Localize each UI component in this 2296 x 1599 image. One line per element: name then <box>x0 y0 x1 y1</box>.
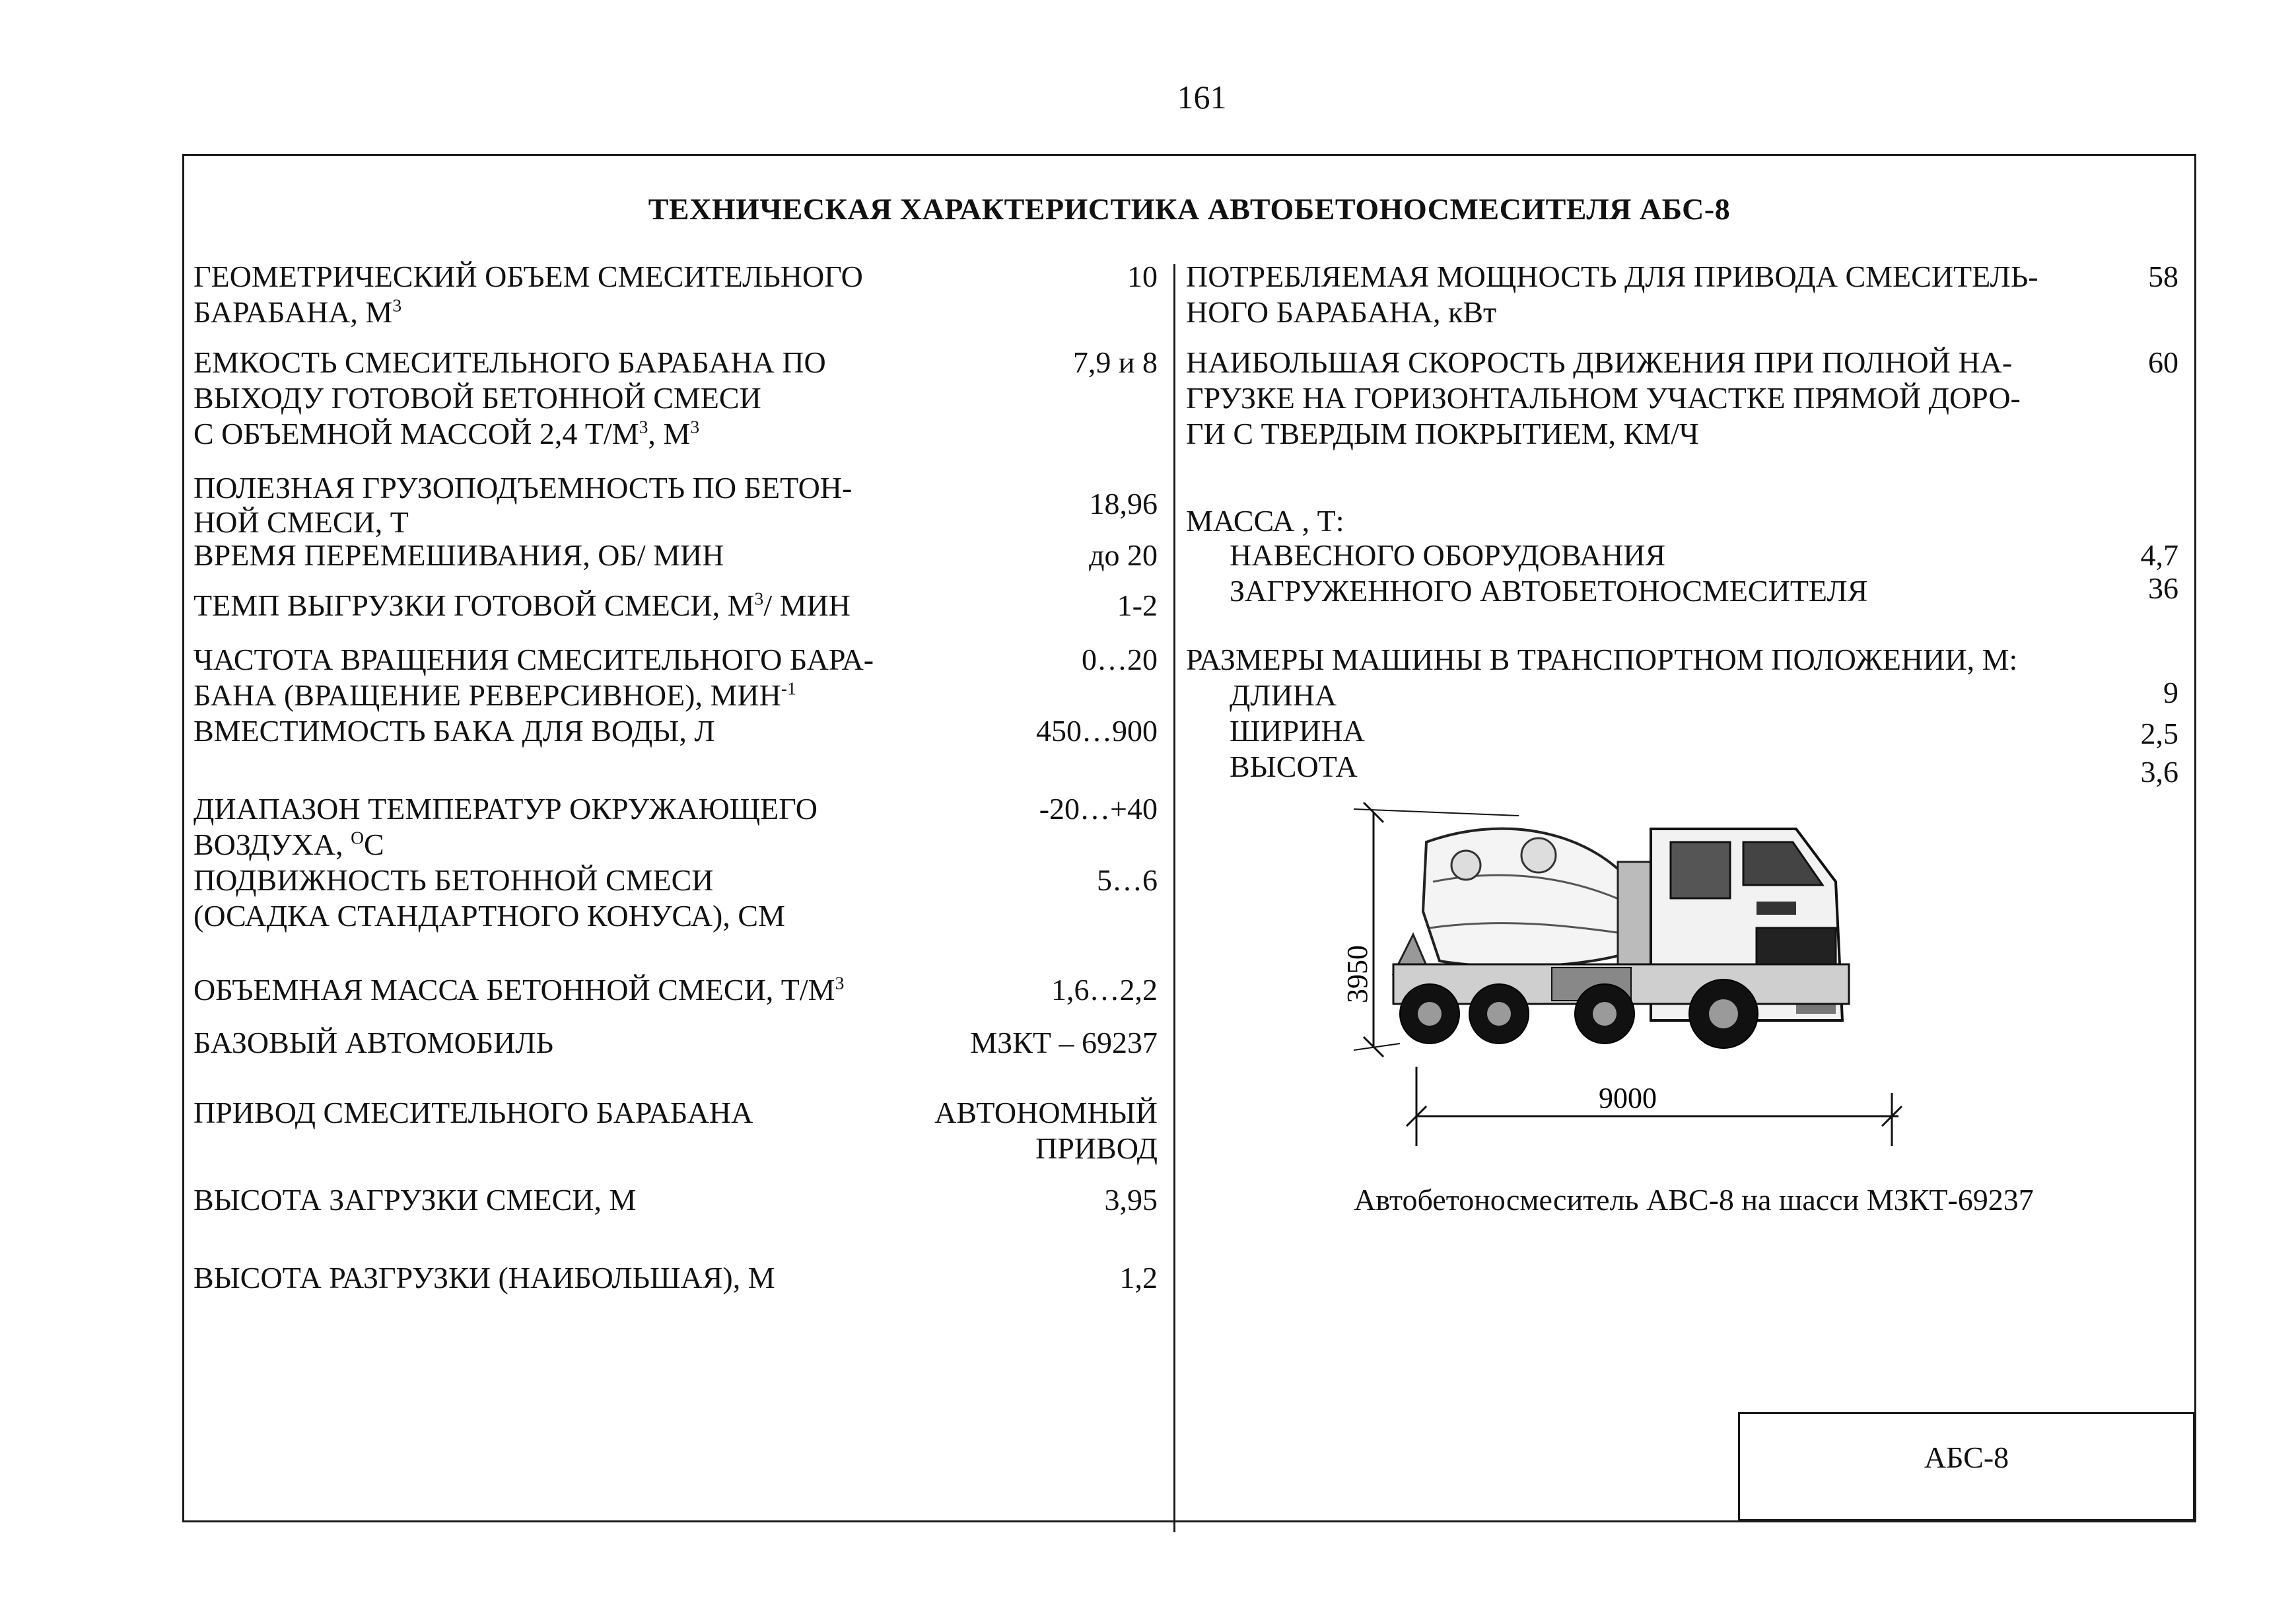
figure-caption: Автобетоносмеситель АВС-8 на шасси МЗКТ-69237 <box>1354 1183 2034 1217</box>
unload-height-value: 1,2 <box>1119 1261 1158 1295</box>
page-number: 161 <box>1177 79 1227 116</box>
power-value: 58 <box>2148 260 2178 293</box>
load-height-value: 3,95 <box>1104 1183 1158 1217</box>
water-tank-label: ВМЕСТИМОСТЬ БАКА ДЛЯ ВОДЫ, Л <box>193 714 715 748</box>
unload-height-label: ВЫСОТА РАЗГРУЗКИ (НАИБОЛЬШАЯ), М <box>193 1261 775 1295</box>
geom-volume-label-2: БАРАБАНА, $М^3$ <box>193 295 402 329</box>
density-value: 1,6…2,2 <box>1051 973 1158 1007</box>
truck-figure <box>1334 802 1928 1159</box>
dim-height-value: 3,6 <box>2140 755 2178 789</box>
temp-range-label-1: ДИАПАЗОН ТЕМПЕРАТУР ОКРУЖАЮЩЕГО <box>193 792 818 826</box>
rotation-label-1: ЧАСТОТА ВРАЩЕНИЯ СМЕСИТЕЛЬНОГО БАРА- <box>193 643 874 676</box>
capacity-label-3: С ОБЪЕМНОЙ МАССОЙ 2,4 $Т/М^3$, $М^3$ <box>193 416 700 450</box>
document-code: АБС-8 <box>1924 1440 2009 1474</box>
speed-label-3: ГИ С ТВЕРДЫМ ПОКРЫТИЕМ, КМ/Ч <box>1186 417 1699 450</box>
dim-width-label: ШИРИНА <box>1230 714 1365 748</box>
payload-label-1: ПОЛЕЗНАЯ ГРУЗОПОДЪЕМНОСТЬ ПО БЕТОН- <box>193 471 852 505</box>
drum-drive-value-1: АВТОНОМНЫЙ <box>934 1096 1158 1129</box>
mix-time-label: ВРЕМЯ ПЕРЕМЕШИВАНИЯ, ОБ/ МИН <box>193 538 724 572</box>
base-vehicle-value: МЗКТ – 69237 <box>970 1026 1158 1059</box>
mobility-value: 5…6 <box>1097 863 1158 897</box>
length-dimension-label: 9000 <box>1599 1082 1657 1114</box>
drum-drive-value-2: ПРИВОД <box>1035 1131 1158 1165</box>
payload-label-2: НОЙ СМЕСИ, Т <box>193 505 409 539</box>
base-vehicle-label: БАЗОВЫЙ АВТОМОБИЛЬ <box>193 1026 554 1059</box>
mix-time-value: до 20 <box>1089 538 1158 572</box>
column-divider <box>1173 264 1175 1532</box>
height-dimension-label: 3950 <box>1341 945 1374 1003</box>
speed-label-1: НАИБОЛЬШАЯ СКОРОСТЬ ДВИЖЕНИЯ ПРИ ПОЛНОЙ НА- <box>1186 345 2013 379</box>
temp-range-value: -20…+40 <box>1039 792 1158 826</box>
rotation-value: 0…20 <box>1082 643 1158 676</box>
power-label-2: НОГО БАРАБАНА, кВт <box>1186 295 1497 329</box>
unload-rate-label: ТЕМП ВЫГРУЗКИ ГОТОВОЙ СМЕСИ, $М^3/$ МИН <box>193 588 851 622</box>
capacity-value: 7,9 и 8 <box>1072 345 1158 379</box>
payload-value: 18,96 <box>1089 487 1158 520</box>
drum-drive-label: ПРИВОД СМЕСИТЕЛЬНОГО БАРАБАНА <box>193 1096 753 1129</box>
mobility-label-2: (ОСАДКА СТАНДАРТНОГО КОНУСА), СМ <box>193 899 785 933</box>
dim-width-value: 2,5 <box>2140 717 2178 750</box>
unload-rate-value: 1-2 <box>1117 588 1158 622</box>
power-label-1: ПОТРЕБЛЯЕМАЯ МОЩНОСТЬ ДЛЯ ПРИВОДА СМЕСИТЕЛЬ- <box>1186 260 2038 293</box>
mass-equipment-label: НАВЕСНОГО ОБОРУДОВАНИЯ <box>1230 538 1666 572</box>
dimensions-header: РАЗМЕРЫ МАШИНЫ В ТРАНСПОРТНОМ ПОЛОЖЕНИИ, М: <box>1186 643 2018 676</box>
rotation-label-2: БАНА (ВРАЩЕНИЕ РЕВЕРСИВНОЕ), $МИН^{-1}$ <box>193 678 796 712</box>
geom-volume-value: 10 <box>1127 260 1158 293</box>
dim-length-value: 9 <box>2163 676 2178 709</box>
density-label: ОБЪЕМНАЯ МАССА БЕТОННОЙ СМЕСИ, $Т/М^3$ <box>193 972 845 1007</box>
capacity-label-1: ЕМКОСТЬ СМЕСИТЕЛЬНОГО БАРАБАНА ПО <box>193 345 826 379</box>
speed-value: 60 <box>2148 345 2178 379</box>
mass-loaded-value: 36 <box>2148 571 2178 605</box>
water-tank-value: 450…900 <box>1036 714 1158 748</box>
mobility-label-1: ПОДВИЖНОСТЬ БЕТОННОЙ СМЕСИ <box>193 863 714 897</box>
geom-volume-label-1: ГЕОМЕТРИЧЕСКИЙ ОБЪЕМ СМЕСИТЕЛЬНОГО <box>193 260 863 293</box>
dim-height-label: ВЫСОТА <box>1230 750 1358 783</box>
capacity-label-2: ВЫХОДУ ГОТОВОЙ БЕТОННОЙ СМЕСИ <box>193 381 761 415</box>
mass-header: МАССА , Т: <box>1186 504 1344 538</box>
temp-range-label-2: ВОЗДУХА, $^О$С <box>193 827 384 861</box>
mass-loaded-label: ЗАГРУЖЕННОГО АВТОБЕТОНОСМЕСИТЕЛЯ <box>1230 574 1868 608</box>
document-title: ТЕХНИЧЕСКАЯ ХАРАКТЕРИСТИКА АВТОБЕТОНОСМЕСИТЕЛЯ АБС-8 <box>648 192 1731 226</box>
speed-label-2: ГРУЗКЕ НА ГОРИЗОНТАЛЬНОМ УЧАСТКЕ ПРЯМОЙ ДОРО- <box>1186 381 2021 415</box>
load-height-label: ВЫСОТА ЗАГРУЗКИ СМЕСИ, М <box>193 1183 637 1217</box>
mass-equipment-value: 4,7 <box>2140 538 2178 572</box>
dim-length-label: ДЛИНА <box>1230 678 1337 712</box>
